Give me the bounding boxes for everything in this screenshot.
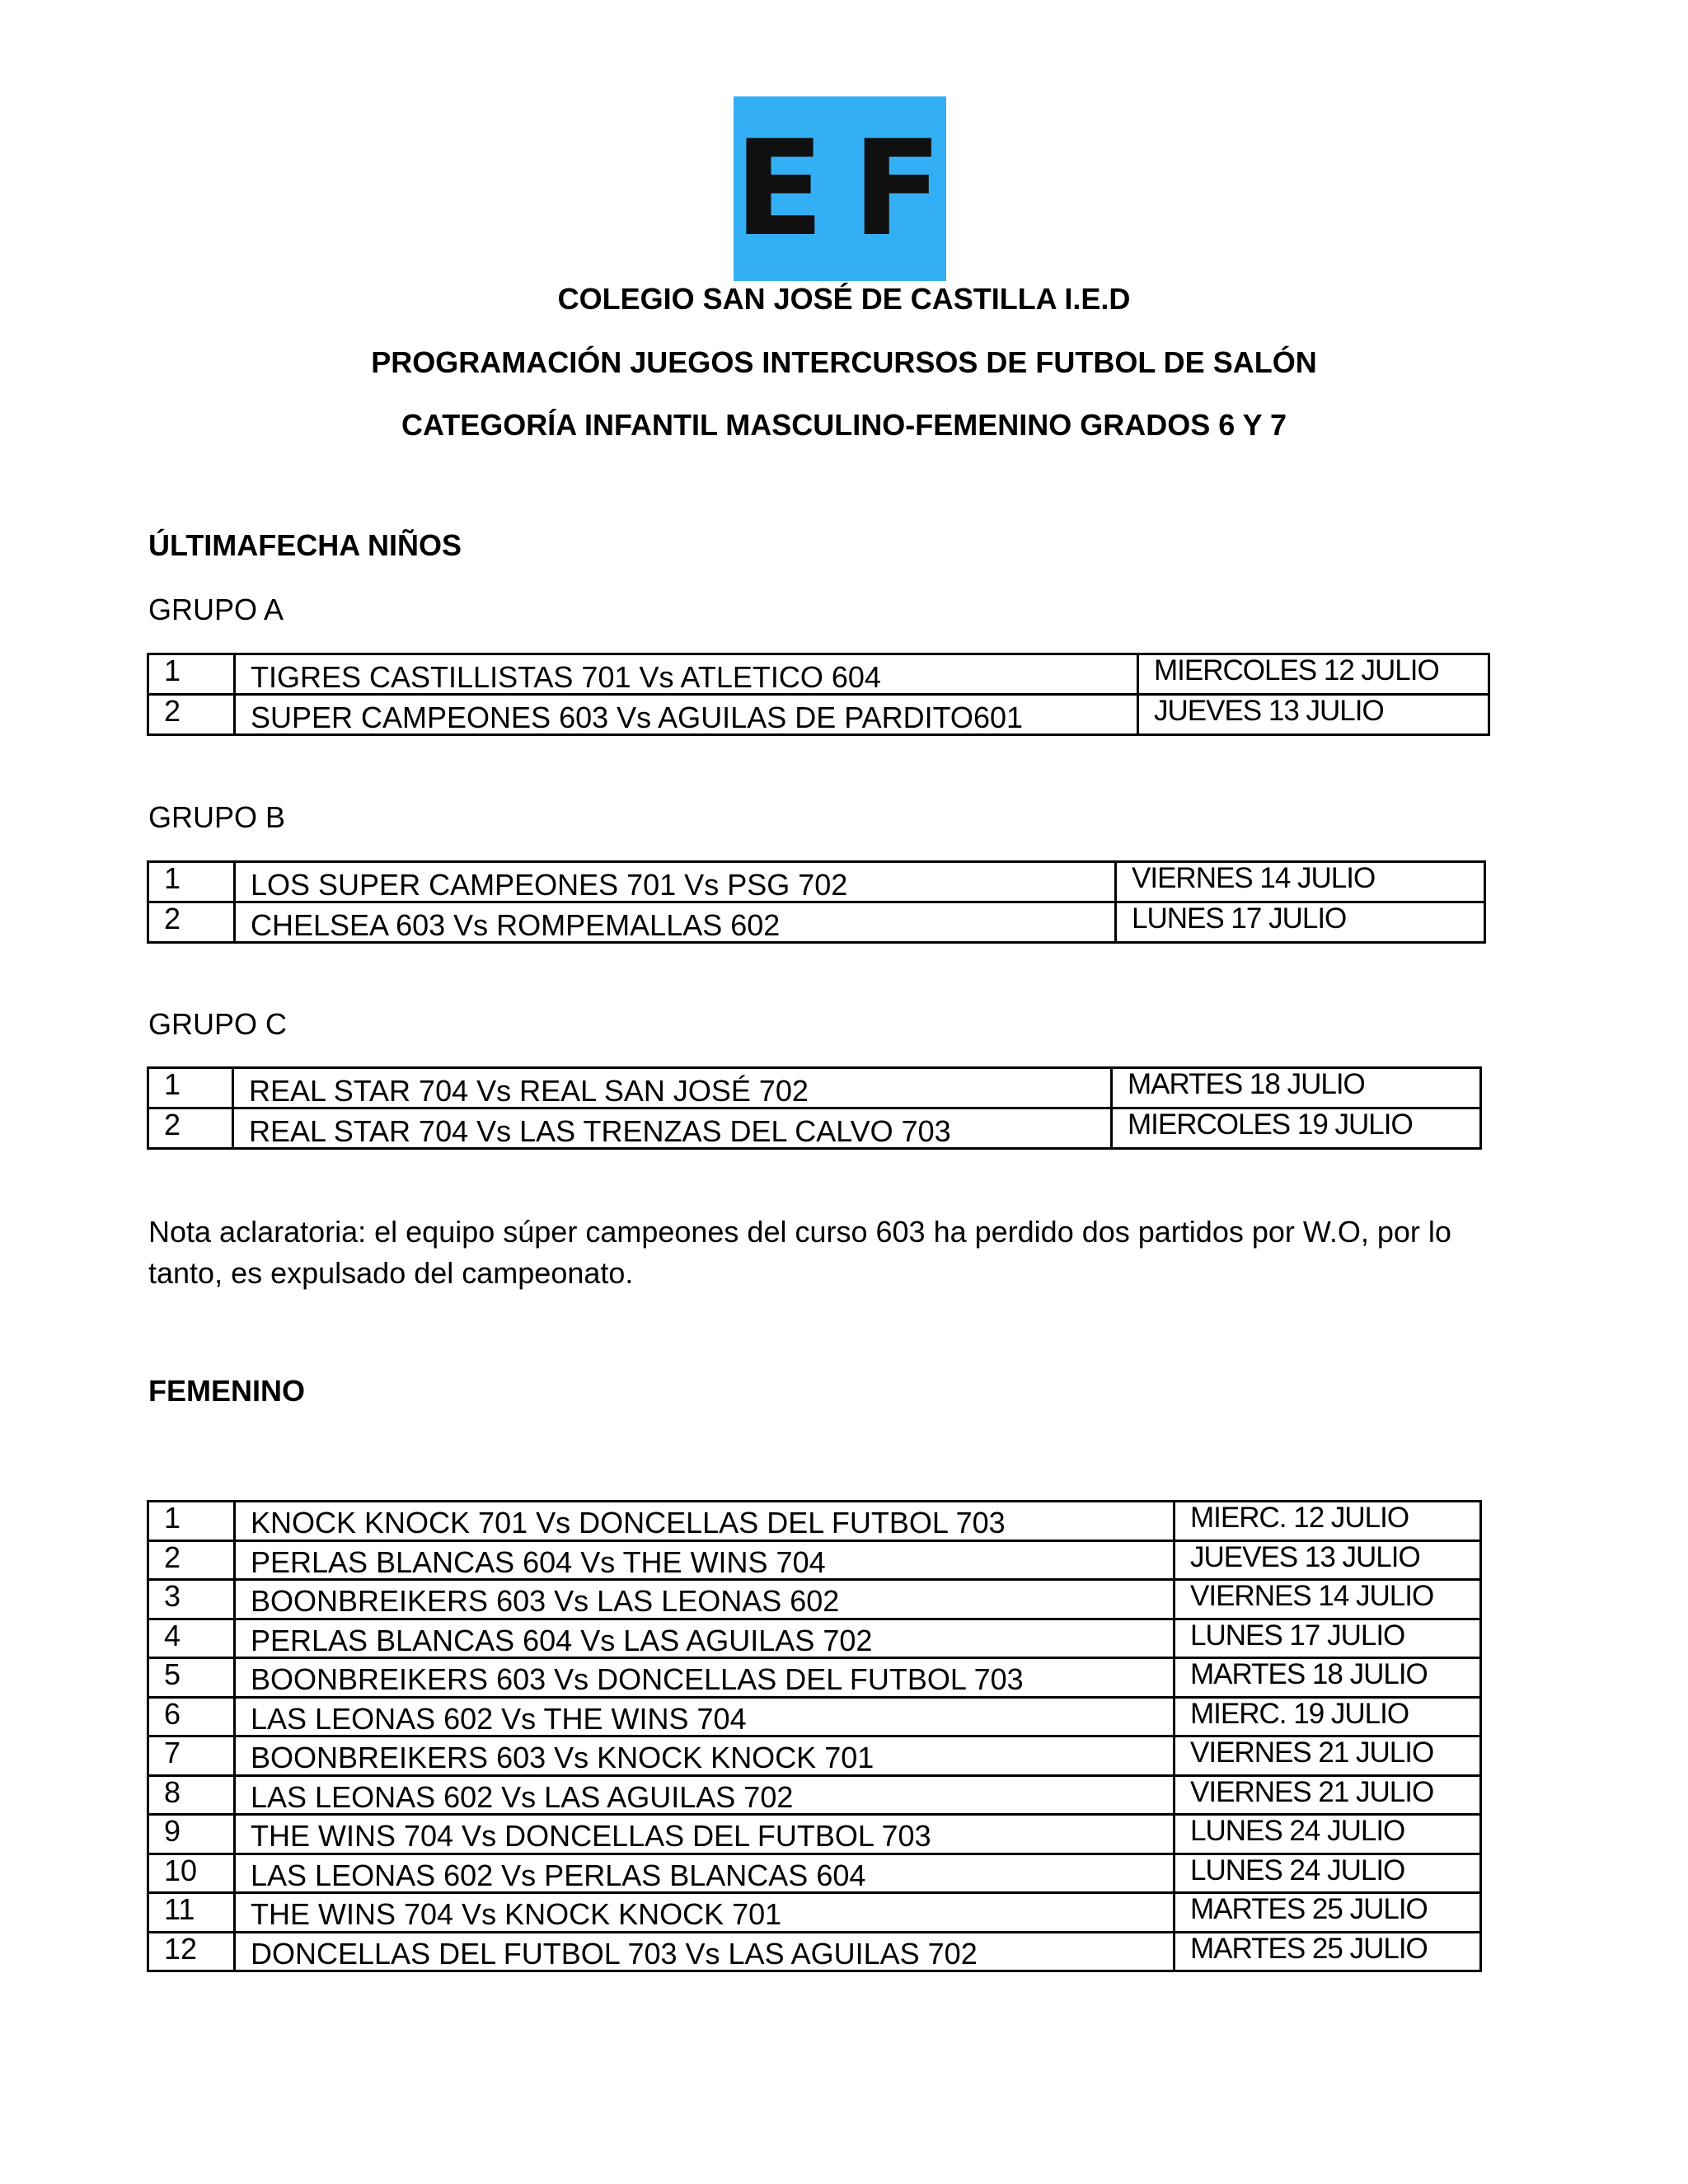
date-cell: JUEVES 13 JULIO: [1138, 695, 1489, 735]
row-number: 4: [148, 1619, 235, 1658]
date-cell: LUNES 24 JULIO: [1175, 1815, 1481, 1854]
table-row: [148, 902, 1485, 943]
table-row: [148, 1736, 1481, 1776]
date-cell: MARTES 25 JULIO: [1175, 1893, 1481, 1933]
clarification-note: Nota aclaratoria: el equipo súper campeones del curso 603 ha perdido dos partidos por W.O, por lo tanto, es expulsado del campeonato.: [148, 1215, 1451, 1290]
table-row: [148, 1854, 1481, 1893]
row-number: 1: [148, 1502, 235, 1541]
match-cell: PERLAS BLANCAS 604 Vs THE WINS 704: [235, 1540, 1175, 1580]
girls-table: [147, 1500, 1482, 1972]
table-row: [148, 1580, 1481, 1619]
group-a-table: [147, 653, 1490, 736]
row-number: 12: [148, 1932, 235, 1971]
group-b-table: [147, 860, 1486, 944]
row-number: 7: [148, 1736, 235, 1776]
match-cell: BOONBREIKERS 603 Vs DONCELLAS DEL FUTBOL 703: [235, 1658, 1175, 1698]
date-cell: MIERCOLES 19 JULIO: [1112, 1108, 1481, 1149]
group-c-table: [147, 1066, 1482, 1150]
date-cell: MARTES 18 JULIO: [1112, 1068, 1481, 1108]
table-row: [148, 1502, 1481, 1541]
match-cell: BOONBREIKERS 603 Vs KNOCK KNOCK 701: [235, 1736, 1175, 1776]
date-cell: LUNES 24 JULIO: [1175, 1854, 1481, 1893]
table-row: [148, 1068, 1481, 1108]
row-number: 3: [148, 1580, 235, 1619]
date-cell: MARTES 18 JULIO: [1175, 1658, 1481, 1698]
date-cell: MIERCOLES 12 JULIO: [1138, 654, 1489, 695]
program-title: PROGRAMACIÓN JUEGOS INTERCURSOS DE FUTBOL DE SALÓN: [371, 345, 1317, 379]
row-number: 10: [148, 1854, 235, 1893]
group-a-heading: GRUPO A: [148, 593, 284, 626]
row-number: 6: [148, 1697, 235, 1736]
match-cell: BOONBREIKERS 603 Vs LAS LEONAS 602: [235, 1580, 1175, 1619]
date-cell: MIERC. 19 JULIO: [1175, 1697, 1481, 1736]
date-cell: VIERNES 21 JULIO: [1175, 1736, 1481, 1776]
row-number: 11: [148, 1893, 235, 1933]
date-cell: VIERNES 14 JULIO: [1116, 862, 1485, 902]
table-row: [148, 695, 1489, 735]
match-cell: LAS LEONAS 602 Vs PERLAS BLANCAS 604: [235, 1854, 1175, 1893]
row-number: 8: [148, 1775, 235, 1815]
girls-heading: FEMENINO: [148, 1374, 306, 1408]
row-number: 2: [148, 902, 235, 943]
group-b-heading: GRUPO B: [148, 800, 286, 834]
match-cell: LAS LEONAS 602 Vs LAS AGUILAS 702: [235, 1775, 1175, 1815]
table-row: [148, 654, 1489, 695]
match-cell: LAS LEONAS 602 Vs THE WINS 704: [235, 1697, 1175, 1736]
match-cell: THE WINS 704 Vs DONCELLAS DEL FUTBOL 703: [235, 1815, 1175, 1854]
table-row: [148, 1815, 1481, 1854]
table-row: [148, 1540, 1481, 1580]
date-cell: MARTES 25 JULIO: [1175, 1932, 1481, 1971]
ef-logo: [734, 96, 971, 281]
row-number: 2: [148, 1540, 235, 1580]
match-cell: DONCELLAS DEL FUTBOL 703 Vs LAS AGUILAS 702: [235, 1932, 1175, 1971]
date-cell: LUNES 17 JULIO: [1116, 902, 1485, 943]
table-row: [148, 862, 1485, 902]
row-number: 2: [148, 695, 235, 735]
row-number: 1: [148, 1068, 233, 1108]
table-row: [148, 1697, 1481, 1736]
table-row: [148, 1658, 1481, 1698]
category-title: CATEGORÍA INFANTIL MASCULINO-FEMENINO GRADOS 6 Y 7: [401, 408, 1287, 442]
date-cell: JUEVES 13 JULIO: [1175, 1540, 1481, 1580]
match-cell: REAL STAR 704 Vs LAS TRENZAS DEL CALVO 703: [233, 1108, 1112, 1149]
date-cell: VIERNES 21 JULIO: [1175, 1775, 1481, 1815]
date-cell: MIERC. 12 JULIO: [1175, 1502, 1481, 1541]
match-cell: SUPER CAMPEONES 603 Vs AGUILAS DE PARDITO601: [235, 695, 1138, 735]
table-row: [148, 1108, 1481, 1149]
table-row: [148, 1775, 1481, 1815]
row-number: 2: [148, 1108, 233, 1149]
boys-heading: ÚLTIMAFECHA NIÑOS: [148, 528, 462, 562]
row-number: 9: [148, 1815, 235, 1854]
match-cell: CHELSEA 603 Vs ROMPEMALLAS 602: [235, 902, 1116, 943]
date-cell: LUNES 17 JULIO: [1175, 1619, 1481, 1658]
match-cell: THE WINS 704 Vs KNOCK KNOCK 701: [235, 1893, 1175, 1933]
table-row: [148, 1893, 1481, 1933]
logo-text: EF: [734, 111, 971, 265]
table-row: [148, 1932, 1481, 1971]
match-cell: PERLAS BLANCAS 604 Vs LAS AGUILAS 702: [235, 1619, 1175, 1658]
match-cell: LOS SUPER CAMPEONES 701 Vs PSG 702: [235, 862, 1116, 902]
match-cell: KNOCK KNOCK 701 Vs DONCELLAS DEL FUTBOL 703: [235, 1502, 1175, 1541]
row-number: 1: [148, 862, 235, 902]
school-title: COLEGIO SAN JOSÉ DE CASTILLA I.E.D: [557, 282, 1131, 316]
row-number: 5: [148, 1658, 235, 1698]
group-c-heading: GRUPO C: [148, 1007, 288, 1041]
date-cell: VIERNES 14 JULIO: [1175, 1580, 1481, 1619]
row-number: 1: [148, 654, 235, 695]
match-cell: TIGRES CASTILLISTAS 701 Vs ATLETICO 604: [235, 654, 1138, 695]
table-row: [148, 1619, 1481, 1658]
match-cell: REAL STAR 704 Vs REAL SAN JOSÉ 702: [233, 1068, 1112, 1108]
